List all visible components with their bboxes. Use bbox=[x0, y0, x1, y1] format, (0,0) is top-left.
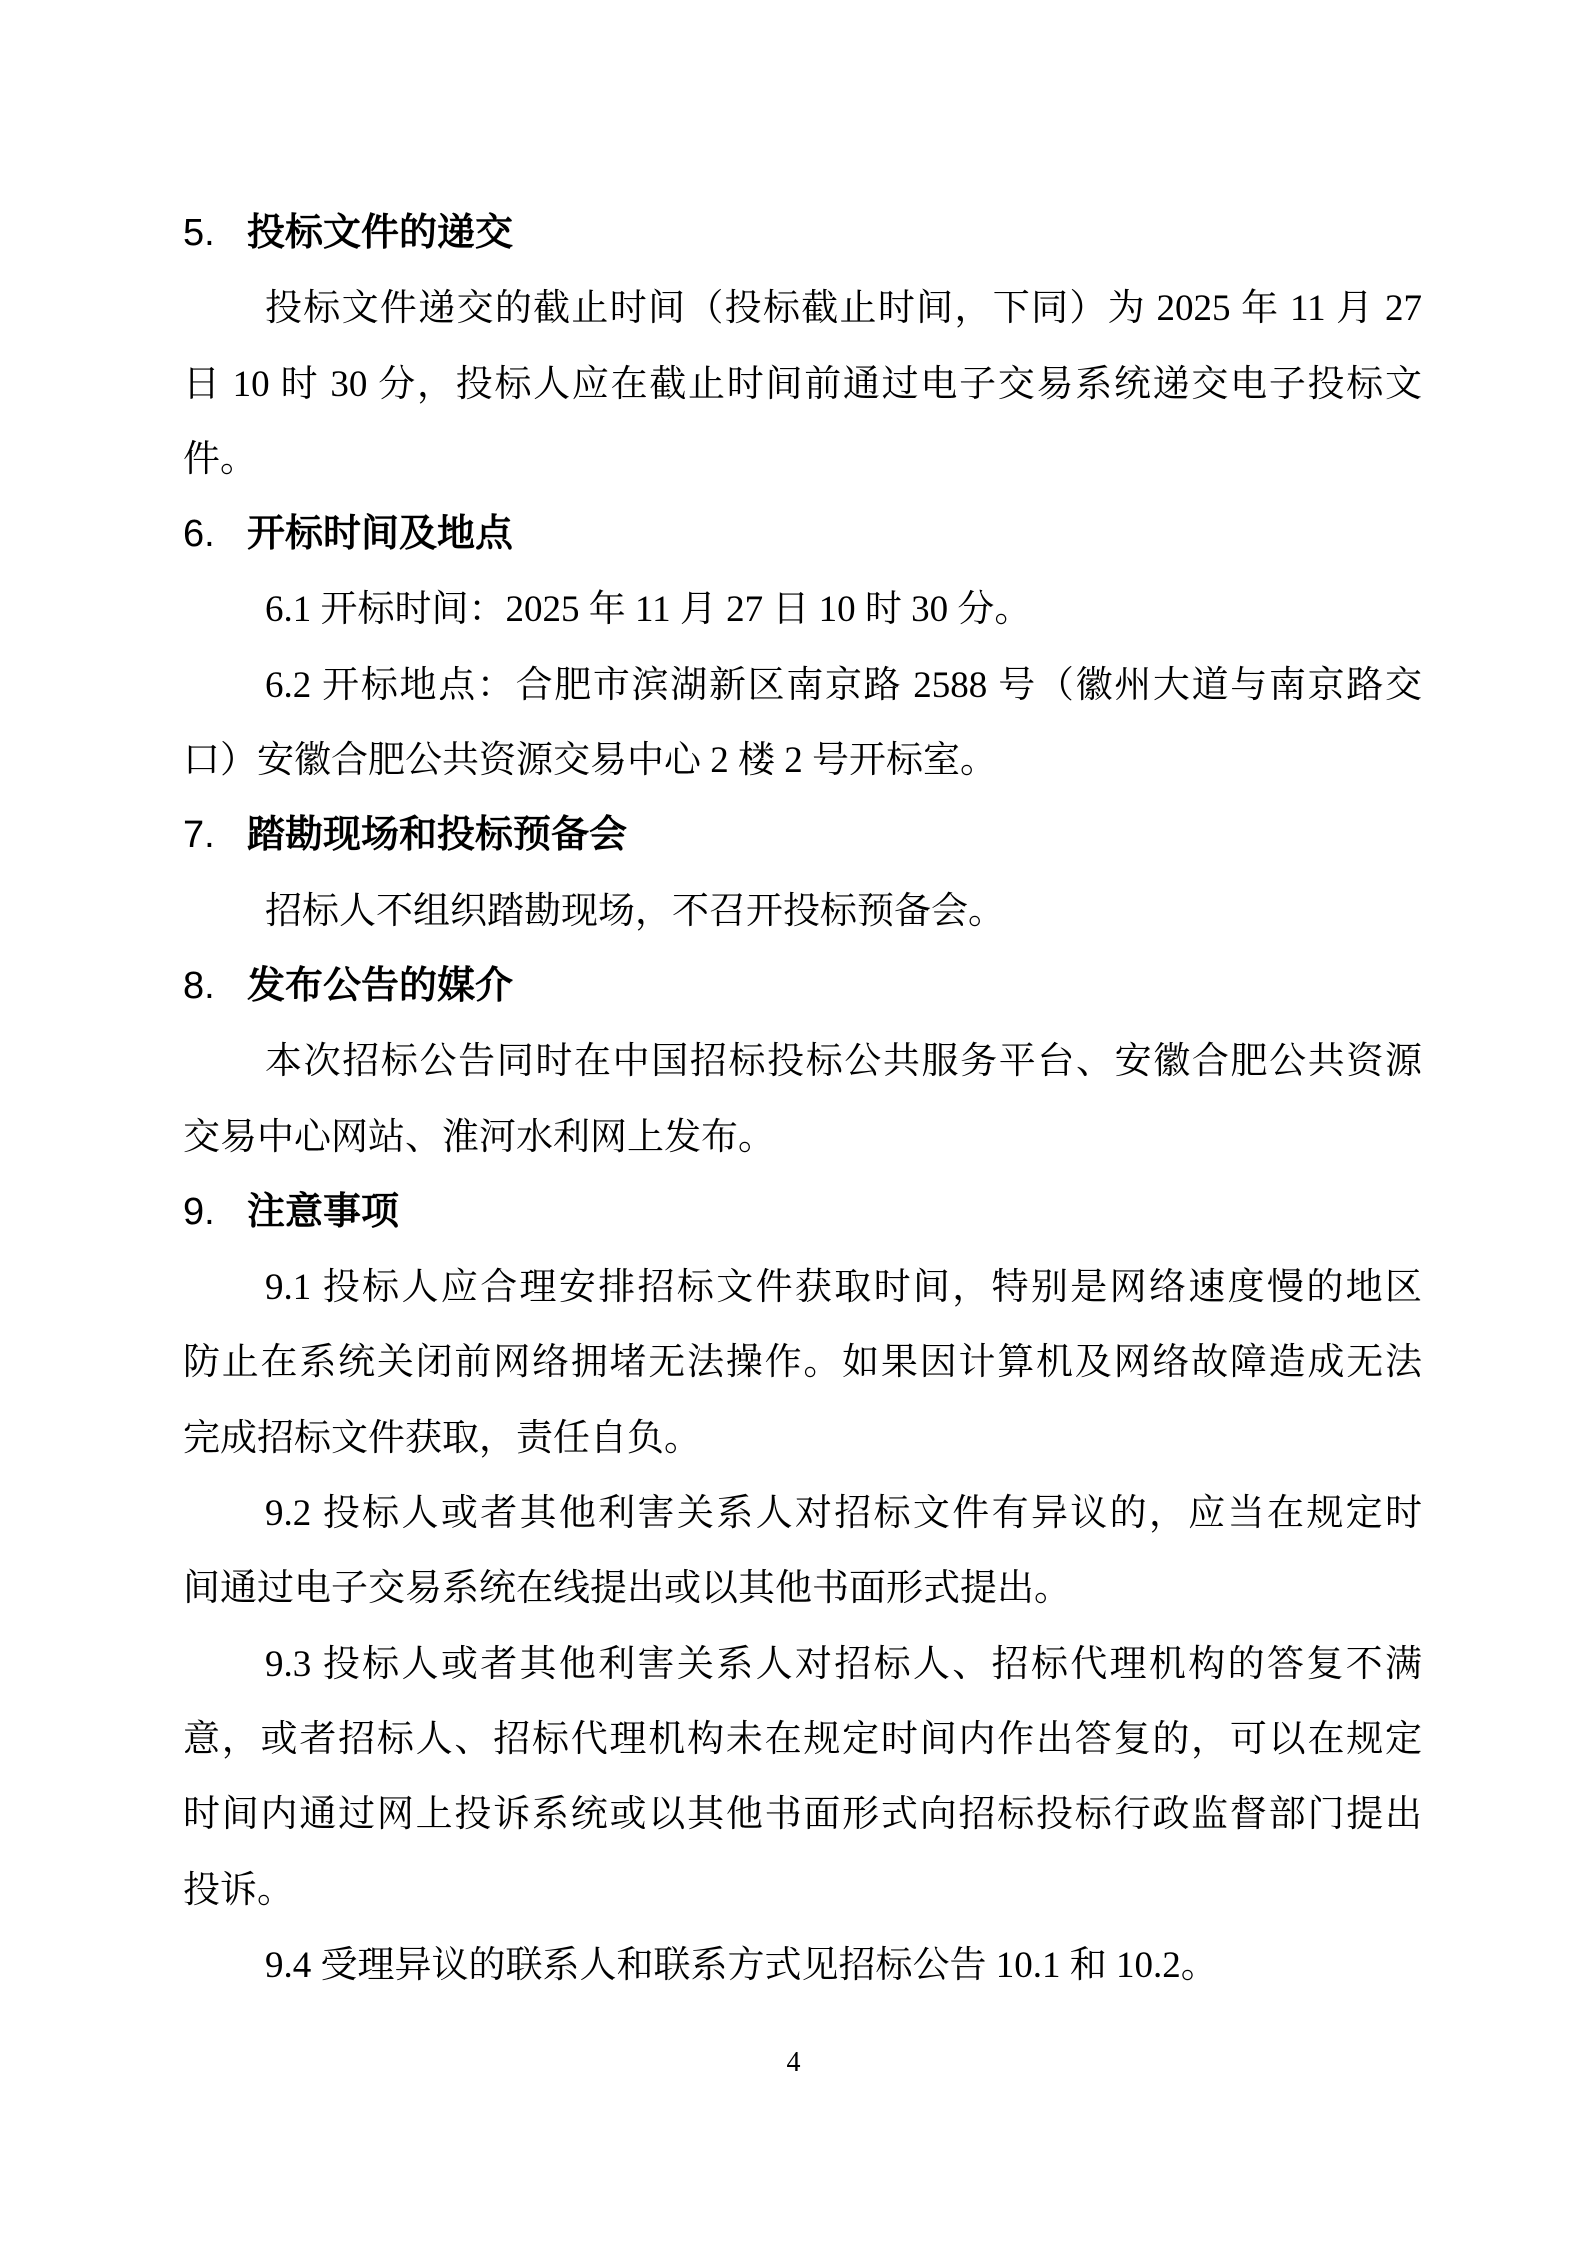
heading-text: 踏勘现场和投标预备会 bbox=[247, 814, 628, 857]
heading-text: 注意事项 bbox=[247, 1190, 400, 1233]
body-line: 9.4 受理异议的联系人和联系方式见招标公告 10.1 和 10.2。 bbox=[265, 1944, 1218, 1986]
body-line: 完成招标文件获取，责任自负。 bbox=[183, 1417, 701, 1459]
body-line: 9.1 投标人应合理安排招标文件获取时间，特别是网络速度慢的地区 bbox=[265, 1267, 1422, 1309]
page-number: 4 bbox=[786, 2047, 801, 2078]
body-line: 口）安徽合肥公共资源交易中心 2 楼 2 号开标室。 bbox=[183, 740, 997, 782]
document-body bbox=[183, 196, 1422, 2003]
heading-section-5 bbox=[183, 196, 1422, 271]
body-line: 件。 bbox=[183, 438, 257, 480]
heading-section-9 bbox=[183, 1175, 1422, 1250]
body-line: 间通过电子交易系统在线提出或以其他书面形式提出。 bbox=[183, 1568, 1071, 1610]
heading-number: 5. bbox=[183, 212, 215, 254]
body-line: 6.1 开标时间：2025 年 11 月 27 日 10 时 30 分。 bbox=[265, 589, 1032, 631]
body-line: 本次招标公告同时在中国招标投标公共服务平台、安徽合肥公共资源 bbox=[265, 1041, 1422, 1083]
heading-text: 发布公告的媒介 bbox=[247, 964, 514, 1007]
body-line: 9.3 投标人或者其他利害关系人对招标人、招标代理机构的答复不满 bbox=[265, 1643, 1422, 1685]
body-line: 招标人不组织踏勘现场，不召开投标预备会。 bbox=[265, 890, 1005, 932]
body-line: 6.2 开标地点：合肥市滨湖新区南京路 2588 号（徽州大道与南京路交 bbox=[265, 664, 1422, 706]
body-line: 交易中心网站、淮河水利网上发布。 bbox=[183, 1116, 775, 1158]
body-line: 9.2 投标人或者其他利害关系人对招标文件有异议的，应当在规定时 bbox=[265, 1493, 1422, 1535]
body-line: 防止在系统关闭前网络拥堵无法操作。如果因计算机及网络故障造成无法 bbox=[183, 1342, 1422, 1384]
heading-number: 6. bbox=[183, 513, 215, 556]
body-line: 时间内通过网上投诉系统或以其他书面形式向招标投标行政监督部门提出 bbox=[183, 1794, 1422, 1836]
heading-number: 9. bbox=[183, 1190, 215, 1233]
heading-number: 7. bbox=[183, 814, 215, 857]
heading-number: 8. bbox=[183, 964, 215, 1007]
heading-text: 开标时间及地点 bbox=[247, 513, 514, 556]
heading-section-6 bbox=[183, 497, 1422, 572]
body-line: 投诉。 bbox=[183, 1869, 294, 1911]
body-line: 意，或者招标人、招标代理机构未在规定时间内作出答复的，可以在规定 bbox=[183, 1718, 1422, 1760]
body-line: 日 10 时 30 分，投标人应在截止时间前通过电子交易系统递交电子投标文 bbox=[183, 363, 1422, 405]
heading-section-7 bbox=[183, 798, 1422, 873]
heading-section-8 bbox=[183, 949, 1422, 1024]
heading-text: 投标文件的递交 bbox=[247, 212, 514, 254]
body-line: 投标文件递交的截止时间（投标截止时间，下同）为 2025 年 11 月 27 bbox=[265, 288, 1422, 330]
